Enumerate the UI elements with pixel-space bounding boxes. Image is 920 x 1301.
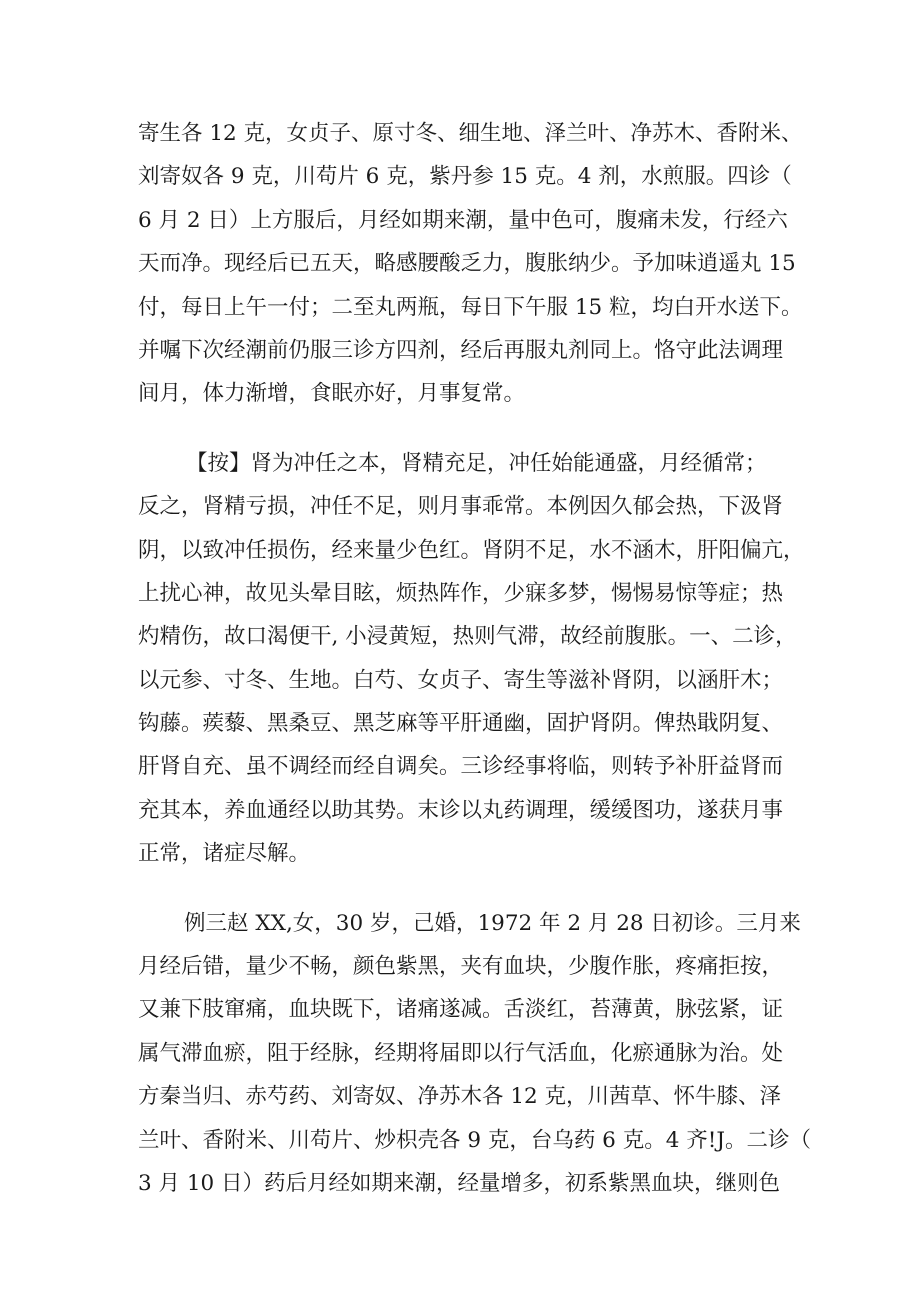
text-line: 6 月 2 日）上方服后，月经如期来潮，量中色可，腹痛未发，行经六 (138, 207, 788, 233)
text-line: 属气滞血瘀，阻于经脉，经期将届即以行气活血，化瘀通脉为治。处 (138, 1040, 784, 1066)
document-page (138, 112, 811, 1205)
paragraph-case-continuation (138, 112, 803, 416)
text-line: 上扰心神，故见头晕目眩，烦热阵作，少寐多梦，惕惕易惊等症；热 (138, 580, 784, 606)
text-line: 反之，肾精亏损，冲任不足，则月事乖常。本例因久郁会热，下汲肾 (138, 494, 784, 520)
paragraph-gap (138, 416, 786, 442)
text-line: 兰叶、香附米、川苟片、炒枳壳各 9 克，台乌药 6 克。4 齐!J。二诊（ (138, 1127, 811, 1153)
text-line: 灼精伤，故口渴便干, 小浸黄短，热则气滞，故经前腹胀。一、二诊， (138, 624, 797, 650)
text-line: 阴，以致冲任损伤，经来量少色红。肾阴不足，水不涵木，肝阳偏亢， (138, 537, 805, 563)
paragraph-commentary (138, 442, 805, 876)
text-line: 正常，诸症尽解。 (138, 841, 311, 867)
text-line: 又兼下肢窜痛，血块既下，诸痛遂减。舌淡红，苔薄黄，脉弦紧，证 (138, 997, 784, 1023)
paragraph-gap (138, 876, 786, 902)
paragraph-case-three (138, 902, 811, 1206)
text-line: 付，每日上午一付；二至丸两瓶，每日下午服 15 粒，均白开水送下。 (138, 294, 803, 320)
text-line: 肝肾自充、虽不调经而经自调矣。三诊经事将临，则转予补肝益肾而 (138, 754, 784, 780)
text-line: 方秦当归、赤芍药、刘寄奴、净苏木各 12 克，川茜草、怀牛膝、泽 (138, 1084, 782, 1110)
text-line: 例三赵 XX,女，30 岁，己婚，1972 年 2 月 28 日初诊。三月来 (184, 910, 801, 936)
text-line: 以元参、寸冬、生地。白芍、女贞子、寄生等滋补肾阴，以涵肝木； (138, 667, 784, 693)
text-line: 【按】肾为冲任之本，肾精充足，冲任始能通盛，月经循常； (186, 450, 767, 476)
text-line: 充其本，养血通经以助其势。末诊以丸药调理，缓缓图功，遂获月事 (138, 797, 784, 823)
text-line: 钩藤。蒺藜、黑桑豆、黑芝麻等平肝通幽，固护肾阴。俾热戢阴复、 (138, 711, 784, 737)
text-line: 间月，体力渐增，食眠亦好，月事复常。 (138, 381, 526, 407)
text-line: 并嘱下次经潮前仍服三诊方四剂，经后再服丸剂同上。恪守此法调理 (138, 337, 784, 363)
text-line: 寄生各 12 克，女贞子、原寸冬、细生地、泽兰叶、净苏木、香附米、 (138, 121, 803, 146)
text-line: 刘寄奴各 9 克，川苟片 6 克，紫丹参 15 克。4 剂，水煎服。四诊（ (138, 164, 792, 190)
text-line: 3 月 10 日）药后月经如期来潮，经量增多，初系紫黑血块，继则色 (138, 1170, 781, 1196)
text-line: 天而净。现经后已五天，略感腰酸乏力，腹胀纳少。予加味逍遥丸 15 (138, 251, 796, 277)
text-line: 月经后错，量少不畅，颜色紫黑，夹有血块，少腹作胀，疼痛拒按， (138, 954, 784, 980)
